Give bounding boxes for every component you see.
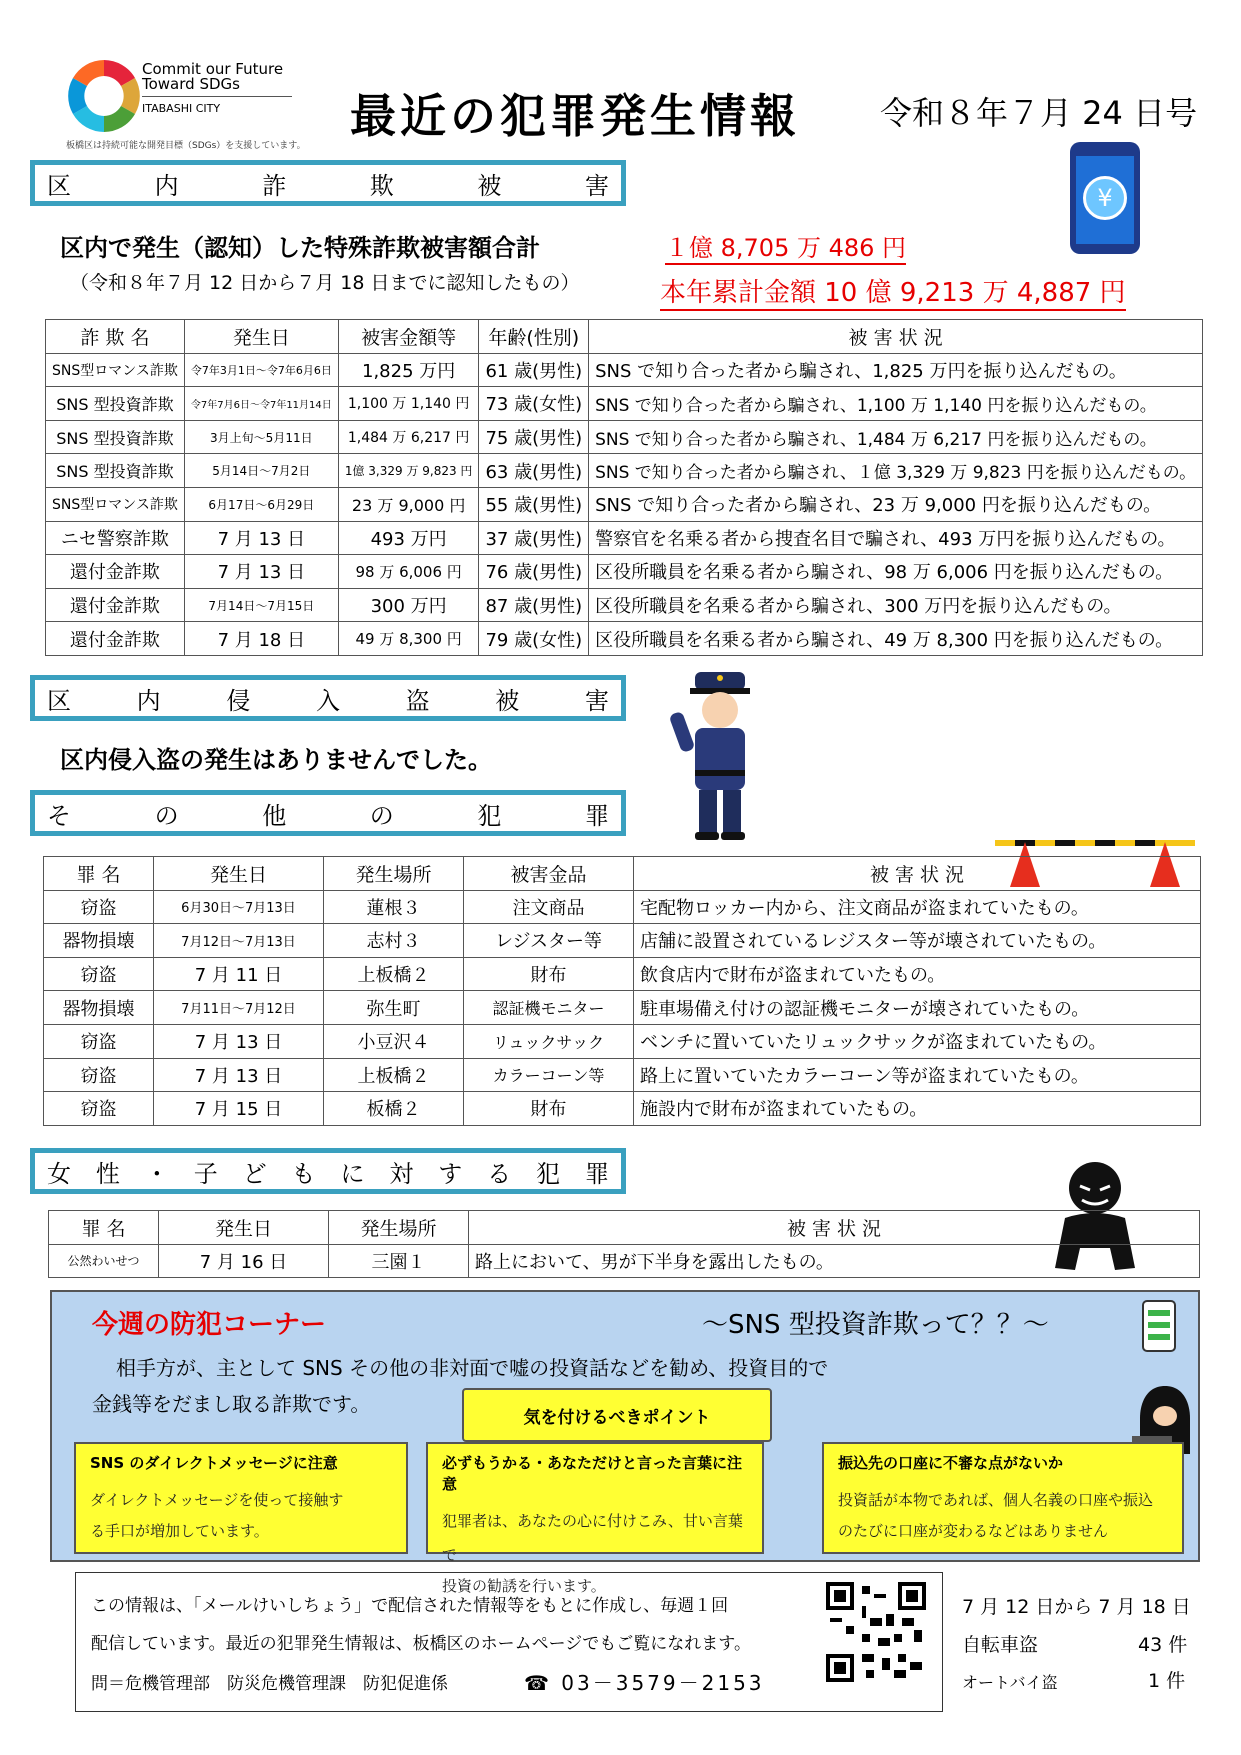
col-header: 発生日 [154,857,324,891]
cell-name: SNS 型投資詐欺 [46,387,185,421]
section-other-label [47,796,609,831]
cell-place: 志村３ [324,924,464,958]
cell-crime: 窃盗 [44,957,154,991]
point-1-line1: ダイレクトメッセージを使って接触す [90,1491,344,1509]
cell-date: 5月14日～7月2日 [184,454,338,488]
section-fraud [30,160,626,206]
cell-date: 7 月 13 日 [154,1024,324,1058]
col-header: 被害金品 [464,857,634,891]
table-header-row [49,1211,1200,1245]
sec-char: る [487,1159,512,1188]
table-row [44,1058,1201,1092]
sec-char: 入 [315,686,340,715]
cell-detail: SNS で知り合った者から騙され、23 万 9,000 円を振り込んだもの。 [589,487,1203,521]
footer-line1: この情報は、「メールけいしちょう」で配信された情報等をもとに作成し、毎週１回 [91,1596,729,1616]
col-header: 罪 名 [44,857,154,891]
sec-char: 性 [95,1159,120,1188]
cell-crime: 窃盗 [44,890,154,924]
logo-line1: Commit our Future [142,60,284,78]
cell-detail: 路上において、男が下半身を露出したもの。 [469,1244,1200,1278]
cell-age: 73 歳(女性) [479,387,589,421]
point-3-heading: 振込先の口座に不審な点がないか [838,1454,1064,1472]
cell-name: 還付金詐欺 [46,588,185,622]
col-header: 発生日 [184,320,338,354]
other-crimes-table [43,856,1201,1126]
fraud-table [45,319,1203,656]
cell-amount: 23 万 9,000 円 [338,487,479,521]
table-row [44,957,1201,991]
point-card-2 [426,1442,764,1595]
cell-detail: 路上に置いていたカラーコーン等が盗まれていたもの。 [634,1058,1201,1092]
smartphone-yen-icon: ¥ [1070,142,1140,254]
table-row [44,1092,1201,1126]
cell-age: 87 歳(男性) [479,588,589,622]
cell-age: 75 歳(男性) [479,420,589,454]
cell-name: SNS型ロマンス詐欺 [46,353,185,387]
section-women-children [30,1148,626,1194]
women-children-table [48,1210,1200,1278]
fraud-ytd: 本年累計金額 10 億 9,213 万 4,887 円 [660,272,1126,311]
cell-age: 76 歳(男性) [479,555,589,589]
qr-code-icon[interactable] [826,1582,926,1682]
table-row [46,420,1203,454]
cell-amount: 1億 3,329 万 9,823 円 [338,454,479,488]
cell-item: カラーコーン等 [464,1058,634,1092]
point-3-line2: のたびに口座が変わるなどはありません [838,1522,1109,1540]
sec-char: 内 [154,171,179,200]
cell-crime: 公然わいせつ [49,1244,159,1278]
sec-char: ・ [144,1159,169,1188]
corner-line1: 相手方が、主として SNS その他の非対面で嘘の投資話などを勧め、投資目的で [116,1356,829,1380]
bike-theft-count: 43 件 [1138,1634,1188,1656]
cell-name: ニセ警察詐欺 [46,521,185,555]
cell-amount: 1,100 万 1,140 円 [338,387,479,421]
issue-date: 令和８年７月 24 日号 [880,94,1198,132]
sec-char: 侵 [226,686,251,715]
col-header: 詐 欺 名 [46,320,185,354]
point-2-line1: 犯罪者は、あなたの心に付けこみ、甘い言葉で [442,1512,743,1564]
cell-age: 37 歳(男性) [479,521,589,555]
cell-date: 7月12日～7月13日 [154,924,324,958]
cell-amount: 1,825 万円 [338,353,479,387]
fraud-summary: 区内で発生（認知）した特殊詐欺被害額合計 [60,234,540,262]
sec-char: 罪 [584,801,609,830]
cell-age: 79 歳(女性) [479,622,589,656]
cell-detail: 宅配物ロッカー内から、注文商品が盗まれていたもの。 [634,890,1201,924]
point-1-line2: る手口が増加しています。 [90,1522,269,1540]
cell-crime: 器物損壊 [44,991,154,1025]
sec-char: 被 [495,686,520,715]
sec-char: 盗 [405,686,430,715]
cell-date: 7月11日～7月12日 [154,991,324,1025]
cell-item: 財布 [464,957,634,991]
cell-name: SNS型ロマンス詐欺 [46,487,185,521]
table-row [46,353,1203,387]
cell-item: 注文商品 [464,890,634,924]
cell-place: 蓮根３ [324,890,464,924]
sec-char: ど [242,1159,267,1188]
cell-date: 7 月 16 日 [159,1244,329,1278]
cell-detail: 駐車場備え付けの認証機モニターが壊されていたもの。 [634,991,1201,1025]
point-2-line2: 投資の勧誘を行います。 [442,1577,606,1595]
cell-place: 小豆沢４ [324,1024,464,1058]
cell-date: 6月30日～7月13日 [154,890,324,924]
cell-detail: SNS で知り合った者から騙され、1,825 万円を振り込んだもの。 [589,353,1203,387]
col-header: 被 害 状 況 [634,857,1201,891]
cell-name: SNS 型投資詐欺 [46,420,185,454]
cell-crime: 窃盗 [44,1092,154,1126]
cell-place: 弥生町 [324,991,464,1025]
sec-char: 区 [47,171,71,200]
table-row [44,1024,1201,1058]
cell-date: 6月17日～6月29日 [184,487,338,521]
sec-char: 対 [389,1159,414,1188]
sec-char: 欺 [369,171,394,200]
table-row [46,387,1203,421]
sec-char: す [438,1159,463,1188]
table-row [44,924,1201,958]
table-row [46,521,1203,555]
cell-place: 上板橋２ [324,1058,464,1092]
section-fraud-label [47,166,609,201]
prevention-corner [50,1290,1200,1595]
burglary-message: 区内侵入盗の発生はありませんでした。 [60,746,492,774]
cell-place: 板橋２ [324,1092,464,1126]
col-header: 年齢(性別) [479,320,589,354]
sec-char: 害 [584,171,609,200]
table-header-row [46,320,1203,354]
fraud-total: １億 8,705 万 486 円 [665,228,906,265]
sec-char: 詐 [262,171,287,200]
sdgs-logo [60,52,310,152]
cell-place: 三園１ [329,1244,469,1278]
sec-char: 犯 [477,801,502,830]
points-banner: 気を付けるべきポイント [462,1388,772,1442]
sec-char: 他 [262,801,287,830]
col-header: 罪 名 [49,1211,159,1245]
cell-date: 令7年7月6日～令7年11月14日 [184,387,338,421]
cell-age: 61 歳(男性) [479,353,589,387]
cell-age: 55 歳(男性) [479,487,589,521]
smartphone-chat-icon [1142,1300,1176,1352]
footer-line2: 配信しています。最近の犯罪発生情報は、板橋区のホームページでもご覧になれます。 [91,1634,751,1654]
table-row [44,890,1201,924]
col-header: 発生場所 [329,1211,469,1245]
cell-crime: 器物損壊 [44,924,154,958]
cell-date: 3月上旬～5月11日 [184,420,338,454]
table-row [46,555,1203,589]
point-card-3 [822,1442,1184,1554]
corner-line2: 金銭等をだまし取る詐欺です。 [92,1392,371,1416]
table-header-row [44,857,1201,891]
sec-char: に [340,1159,365,1188]
cell-item: 認証機モニター [464,991,634,1025]
police-officer-icon [665,672,775,842]
sec-char: 被 [477,171,502,200]
cell-detail: ベンチに置いていたリュックサックが盗まれていたもの。 [634,1024,1201,1058]
motorcycle-theft-count: 1 件 [1148,1670,1186,1692]
fraud-period: （令和８年７月 12 日から７月 18 日までに認知したもの） [70,272,580,294]
cell-date: 7 月 18 日 [184,622,338,656]
cell-name: SNS 型投資詐欺 [46,454,185,488]
cell-amount: 1,484 万 6,217 円 [338,420,479,454]
cell-detail: 店舗に設置されているレジスター等が壊されていたもの。 [634,924,1201,958]
cell-name: 還付金詐欺 [46,555,185,589]
cell-date: 7 月 15 日 [154,1092,324,1126]
sec-char: 害 [584,686,609,715]
cell-crime: 窃盗 [44,1024,154,1058]
cell-date: 7 月 13 日 [184,521,338,555]
cell-detail: 施設内で財布が盗まれていたもの。 [634,1092,1201,1126]
cell-detail: SNS で知り合った者から騙され、１億 3,329 万 9,823 円を振り込んだもの。 [589,454,1203,488]
footer-phone: ☎ 03－3579－2153 [524,1671,765,1695]
point-2-heading: 必ずもうかる・あなただけと言った言葉に注意 [442,1454,743,1493]
cell-item: 財布 [464,1092,634,1126]
cell-amount: 300 万円 [338,588,479,622]
sec-char: 区 [47,686,71,715]
section-burglary [30,675,626,721]
cell-crime: 窃盗 [44,1058,154,1092]
page-title: 最近の犯罪発生情報 [350,89,800,143]
cell-amount: 49 万 8,300 円 [338,622,479,656]
table-row [44,991,1201,1025]
table-row [46,487,1203,521]
cell-date: 7 月 11 日 [154,957,324,991]
cell-detail: 区役所職員を名乗る者から騙され、49 万 8,300 円を振り込んだもの。 [589,622,1203,656]
sec-char: の [154,801,179,830]
cell-amount: 493 万円 [338,521,479,555]
logo-note: 板橋区は持続可能な開発目標（SDGs）を支援しています。 [66,141,306,151]
cell-date: 7 月 13 日 [184,555,338,589]
point-3-line1: 投資話が本物であれば、個人名義の口座や振込 [838,1491,1154,1509]
footer-contact: 問＝危機管理部 防災危機管理課 防犯促進係 [91,1674,448,1694]
table-row [46,588,1203,622]
cell-age: 63 歳(男性) [479,454,589,488]
cell-amount: 98 万 6,006 円 [338,555,479,589]
point-card-1 [74,1442,408,1554]
sec-char: 女 [47,1159,71,1188]
cell-name: 還付金詐欺 [46,622,185,656]
cell-date: 7 月 13 日 [154,1058,324,1092]
sec-char: そ [47,801,71,830]
section-other [30,790,626,836]
cell-place: 上板橋２ [324,957,464,991]
cell-detail: 区役所職員を名乗る者から騙され、300 万円を振り込んだもの。 [589,588,1203,622]
col-header: 発生日 [159,1211,329,1245]
sec-char: の [369,801,394,830]
bike-theft-label: 自転車盗 [962,1634,1039,1656]
col-header: 被 害 状 況 [469,1211,1200,1245]
cell-detail: 区役所職員を名乗る者から騙され、98 万 6,006 円を振り込んだもの。 [589,555,1203,589]
cell-item: レジスター等 [464,924,634,958]
sec-char: 内 [136,686,161,715]
motorcycle-theft-label: オートバイ盗 [962,1673,1058,1692]
cell-detail: SNS で知り合った者から騙され、1,484 万 6,217 円を振り込んだもの。 [589,420,1203,454]
col-header: 被 害 状 況 [589,320,1203,354]
footer-info-box [75,1572,943,1712]
cell-detail: 警察官を名乗る者から捜査名目で騙され、493 万円を振り込んだもの。 [589,521,1203,555]
corner-subtitle: ～SNS 型投資詐欺って？？～ [702,1310,1049,1340]
logo-line2: Toward SDGs [142,75,240,93]
cell-detail: SNS で知り合った者から騙され、1,100 万 1,140 円を振り込んだもの。 [589,387,1203,421]
sec-char: 子 [193,1159,218,1188]
sec-char: も [291,1159,316,1188]
stats-period: 7 月 12 日から 7 月 18 日 [962,1596,1191,1618]
section-burglary-label [47,681,609,716]
col-header: 被害金額等 [338,320,479,354]
corner-title: 今週の防犯コーナー [92,1310,327,1340]
table-row [49,1244,1200,1278]
sec-char: 犯 [536,1159,561,1188]
sdgs-wheel-icon [64,56,144,136]
sec-char: 罪 [584,1159,609,1188]
cell-date: 7月14日～7月15日 [184,588,338,622]
point-1-heading: SNS のダイレクトメッセージに注意 [90,1454,338,1472]
cell-date: 令7年3月1日～令7年6月6日 [184,353,338,387]
logo-line3: ITABASHI CITY [142,96,292,116]
section-women-label [47,1154,609,1189]
table-row [46,454,1203,488]
cell-item: リュックサック [464,1024,634,1058]
col-header: 発生場所 [324,857,464,891]
cell-detail: 飲食店内で財布が盗まれていたもの。 [634,957,1201,991]
table-row [46,622,1203,656]
